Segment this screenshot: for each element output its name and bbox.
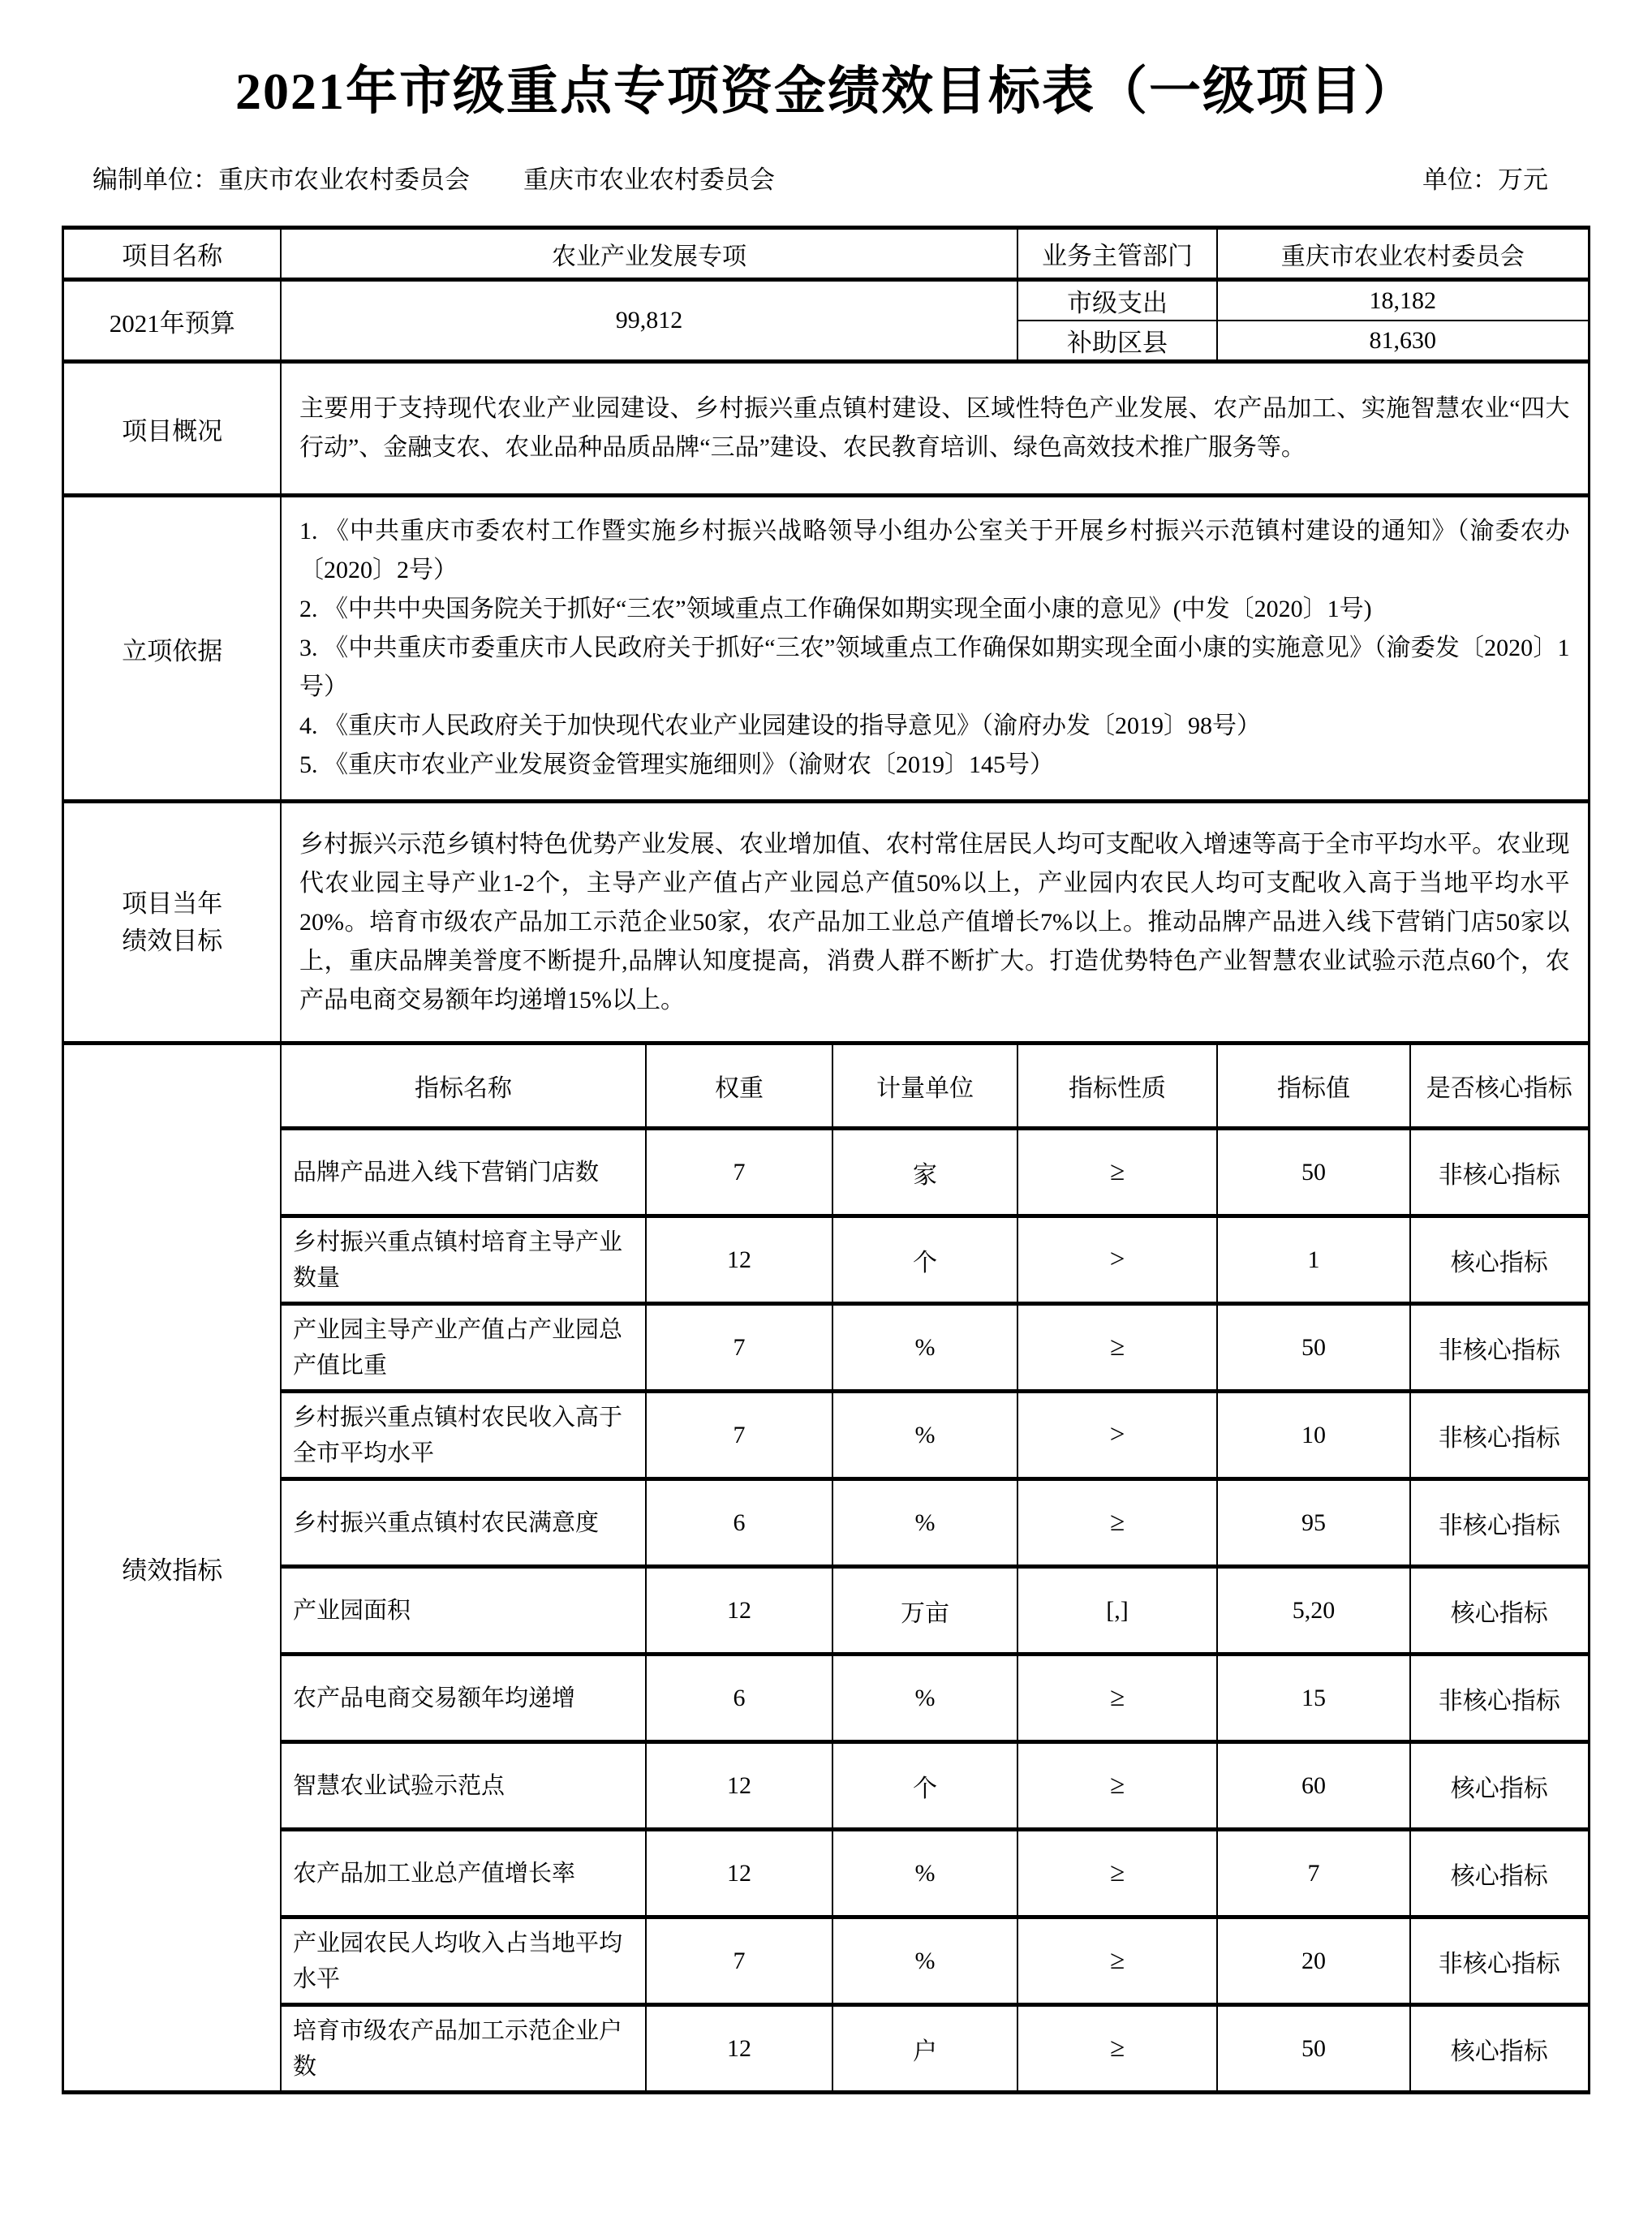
table-row [63, 496, 1589, 802]
cell-overview-label: 项目概况 [63, 362, 281, 496]
indicator-unit: 户 [832, 2005, 1017, 2093]
cell-basis-list [281, 496, 1589, 802]
indicator-value: 15 [1217, 1655, 1410, 1742]
indicator-name: 产业园农民人均收入占当地平均水平 [281, 1917, 646, 2005]
meta-row [63, 162, 1589, 198]
indicator-name: 培育市级农产品加工示范企业户数 [281, 2005, 646, 2093]
cell-budget-label: 2021年预算 [63, 280, 281, 362]
indicator-value: 60 [1217, 1742, 1410, 1830]
indicator-unit: % [832, 1304, 1017, 1392]
indicator-unit: % [832, 1917, 1017, 2005]
indicator-row [63, 1392, 1589, 1479]
indicator-nature: ≥ [1017, 1830, 1217, 1917]
basis-item: 4. 《重庆市人民政府关于加快现代农业产业园建设的指导意见》（渝府办发〔2019〕98号） [299, 712, 1261, 739]
indicator-weight: 12 [646, 1742, 832, 1830]
indicator-name: 乡村振兴重点镇村农民满意度 [281, 1479, 646, 1567]
basis-item: 1. 《中共重庆市委农村工作暨实施乡村振兴战略领导小组办公室关于开展乡村振兴示范镇村建设的通知》（渝委农办〔2020〕2号） [299, 518, 1570, 583]
indicator-core: 非核心指标 [1410, 1917, 1589, 2005]
cell-budget-value: 99,812 [281, 280, 1017, 362]
col-header-indicator-name: 指标名称 [281, 1044, 646, 1129]
cell-goal-text: 乡村振兴示范乡镇村特色优势产业发展、农业增加值、农村常住居民人均可支配收入增速等高于全市平均水平。农业现代农业园主导产业1-2个，主导产业产值占产业园总产值50%以上，产业园内农民人均可支配收入高于当地平均水平20%。培育市级农产品加工示范企业50家，农产品加工业总产值增长7%以上。推动品牌产品进入线下营销门店50家以上，重庆品牌美誉度不断提升,品牌认知度提高，消费人群不断扩大。打造优势特色产业智慧农业试验示范点60个，农产品电商交易额年均递增15%以上。 [281, 802, 1589, 1044]
indicator-name: 乡村振兴重点镇村培育主导产业数量 [281, 1216, 646, 1304]
indicator-unit: 万亩 [832, 1567, 1017, 1655]
indicator-value: 20 [1217, 1917, 1410, 2005]
indicator-nature: > [1017, 1216, 1217, 1304]
indicator-nature: ≥ [1017, 1742, 1217, 1830]
indicator-unit: 个 [832, 1216, 1017, 1304]
indicator-core: 非核心指标 [1410, 1479, 1589, 1567]
indicator-core: 非核心指标 [1410, 1655, 1589, 1742]
indicator-value: 10 [1217, 1392, 1410, 1479]
indicator-nature: ≥ [1017, 1479, 1217, 1567]
indicator-weight: 6 [646, 1479, 832, 1567]
indicator-value: 95 [1217, 1479, 1410, 1567]
indicator-weight: 7 [646, 1392, 832, 1479]
indicator-name: 农产品加工业总产值增长率 [281, 1830, 646, 1917]
col-header-nature: 指标性质 [1017, 1044, 1217, 1129]
indicator-value: 7 [1217, 1830, 1410, 1917]
indicator-nature: ≥ [1017, 1917, 1217, 2005]
table-row [63, 280, 1589, 321]
page-title: 2021年市级重点专项资金绩效目标表（一级项目） [235, 62, 1417, 120]
table-row [63, 228, 1589, 280]
cell-project-name-label: 项目名称 [63, 228, 281, 280]
indicator-weight: 12 [646, 2005, 832, 2093]
indicator-row [63, 1479, 1589, 1567]
indicator-row [63, 1917, 1589, 2005]
cell-indicators-label: 绩效指标 [63, 1044, 281, 2093]
indicator-row [63, 1655, 1589, 1742]
indicator-row [63, 2005, 1589, 2093]
indicator-header-row [63, 1044, 1589, 1129]
indicator-core: 非核心指标 [1410, 1304, 1589, 1392]
indicator-name: 品牌产品进入线下营销门店数 [281, 1129, 646, 1216]
indicator-value: 1 [1217, 1216, 1410, 1304]
indicator-weight: 7 [646, 1129, 832, 1216]
indicator-name: 乡村振兴重点镇村农民收入高于全市平均水平 [281, 1392, 646, 1479]
indicator-weight: 6 [646, 1655, 832, 1742]
indicator-weight: 7 [646, 1917, 832, 2005]
indicator-nature: ≥ [1017, 2005, 1217, 2093]
indicator-row [63, 1742, 1589, 1830]
cell-city-expense-label: 市级支出 [1017, 280, 1217, 321]
indicator-name: 智慧农业试验示范点 [281, 1742, 646, 1830]
indicator-unit: 个 [832, 1742, 1017, 1830]
prepared-by-value: 重庆市农业农村委员会 [218, 166, 470, 194]
cell-dept-value: 重庆市农业农村委员会 [1217, 228, 1589, 280]
indicator-nature: ≥ [1017, 1304, 1217, 1392]
indicator-nature: > [1017, 1392, 1217, 1479]
basis-item: 3. 《中共重庆市委重庆市人民政府关于抓好“三农”领域重点工作确保如期实现全面小康的实施意见》（渝委发〔2020〕1 号） [299, 635, 1570, 700]
indicator-row [63, 1216, 1589, 1304]
prepared-by-org: 重庆市农业农村委员会 [523, 166, 775, 194]
goal-label-text: 项目当年绩效目标 [122, 889, 223, 955]
indicator-unit: % [832, 1392, 1017, 1479]
indicator-nature: ≥ [1017, 1129, 1217, 1216]
cell-project-name-value: 农业产业发展专项 [281, 228, 1017, 280]
indicator-unit: % [832, 1479, 1017, 1567]
indicator-value: 50 [1217, 1304, 1410, 1392]
indicator-core: 非核心指标 [1410, 1129, 1589, 1216]
indicator-weight: 7 [646, 1304, 832, 1392]
indicator-name: 产业园主导产业产值占产业园总产值比重 [281, 1304, 646, 1392]
indicator-core: 非核心指标 [1410, 1392, 1589, 1479]
indicator-weight: 12 [646, 1216, 832, 1304]
indicator-weight: 12 [646, 1830, 832, 1917]
basis-item: 5. 《重庆市农业产业发展资金管理实施细则》（渝财农〔2019〕145号） [299, 751, 1054, 778]
indicator-core: 核心指标 [1410, 2005, 1589, 2093]
indicator-row [63, 1304, 1589, 1392]
indicator-row [63, 1129, 1589, 1216]
basis-item: 2. 《中共中央国务院关于抓好“三农”领域重点工作确保如期实现全面小康的意见》(中发〔2020〕1号) [299, 596, 1372, 622]
cell-dept-label: 业务主管部门 [1017, 228, 1217, 280]
table-row [63, 802, 1589, 1044]
cell-county-subsidy-value: 81,630 [1217, 321, 1589, 362]
indicator-core: 核心指标 [1410, 1830, 1589, 1917]
unit-label: 单位：万元 [1422, 166, 1548, 194]
table-row [63, 362, 1589, 496]
prepared-by [92, 162, 470, 198]
indicator-unit: 家 [832, 1129, 1017, 1216]
col-header-unit: 计量单位 [832, 1044, 1017, 1129]
indicator-nature: ≥ [1017, 1655, 1217, 1742]
indicator-unit: % [832, 1655, 1017, 1742]
indicator-row [63, 1567, 1589, 1655]
cell-goal-label [63, 802, 281, 1044]
col-header-core: 是否核心指标 [1410, 1044, 1589, 1129]
cell-overview-text: 主要用于支持现代农业产业园建设、乡村振兴重点镇村建设、区域性特色产业发展、农产品加工、实施智慧农业“四大行动”、金融支农、农业品种品质品牌“三品”建设、农民教育培训、绿色高效技术推广服务等。 [281, 362, 1589, 496]
indicator-unit: % [832, 1830, 1017, 1917]
indicator-value: 5,20 [1217, 1567, 1410, 1655]
indicator-core: 核心指标 [1410, 1567, 1589, 1655]
indicator-nature: [,] [1017, 1567, 1217, 1655]
prepared-by-label: 编制单位： [92, 166, 218, 194]
indicator-name: 农产品电商交易额年均递增 [281, 1655, 646, 1742]
indicator-weight: 12 [646, 1567, 832, 1655]
cell-county-subsidy-label: 补助区县 [1017, 321, 1217, 362]
indicator-value: 50 [1217, 1129, 1410, 1216]
indicator-value: 50 [1217, 2005, 1410, 2093]
col-header-value: 指标值 [1217, 1044, 1410, 1129]
indicator-core: 核心指标 [1410, 1216, 1589, 1304]
col-header-weight: 权重 [646, 1044, 832, 1129]
cell-basis-label: 立项依据 [63, 496, 281, 802]
indicator-core: 核心指标 [1410, 1742, 1589, 1830]
performance-target-table [62, 226, 1590, 2094]
cell-city-expense-value: 18,182 [1217, 280, 1589, 321]
indicator-row [63, 1830, 1589, 1917]
indicator-name: 产业园面积 [281, 1567, 646, 1655]
